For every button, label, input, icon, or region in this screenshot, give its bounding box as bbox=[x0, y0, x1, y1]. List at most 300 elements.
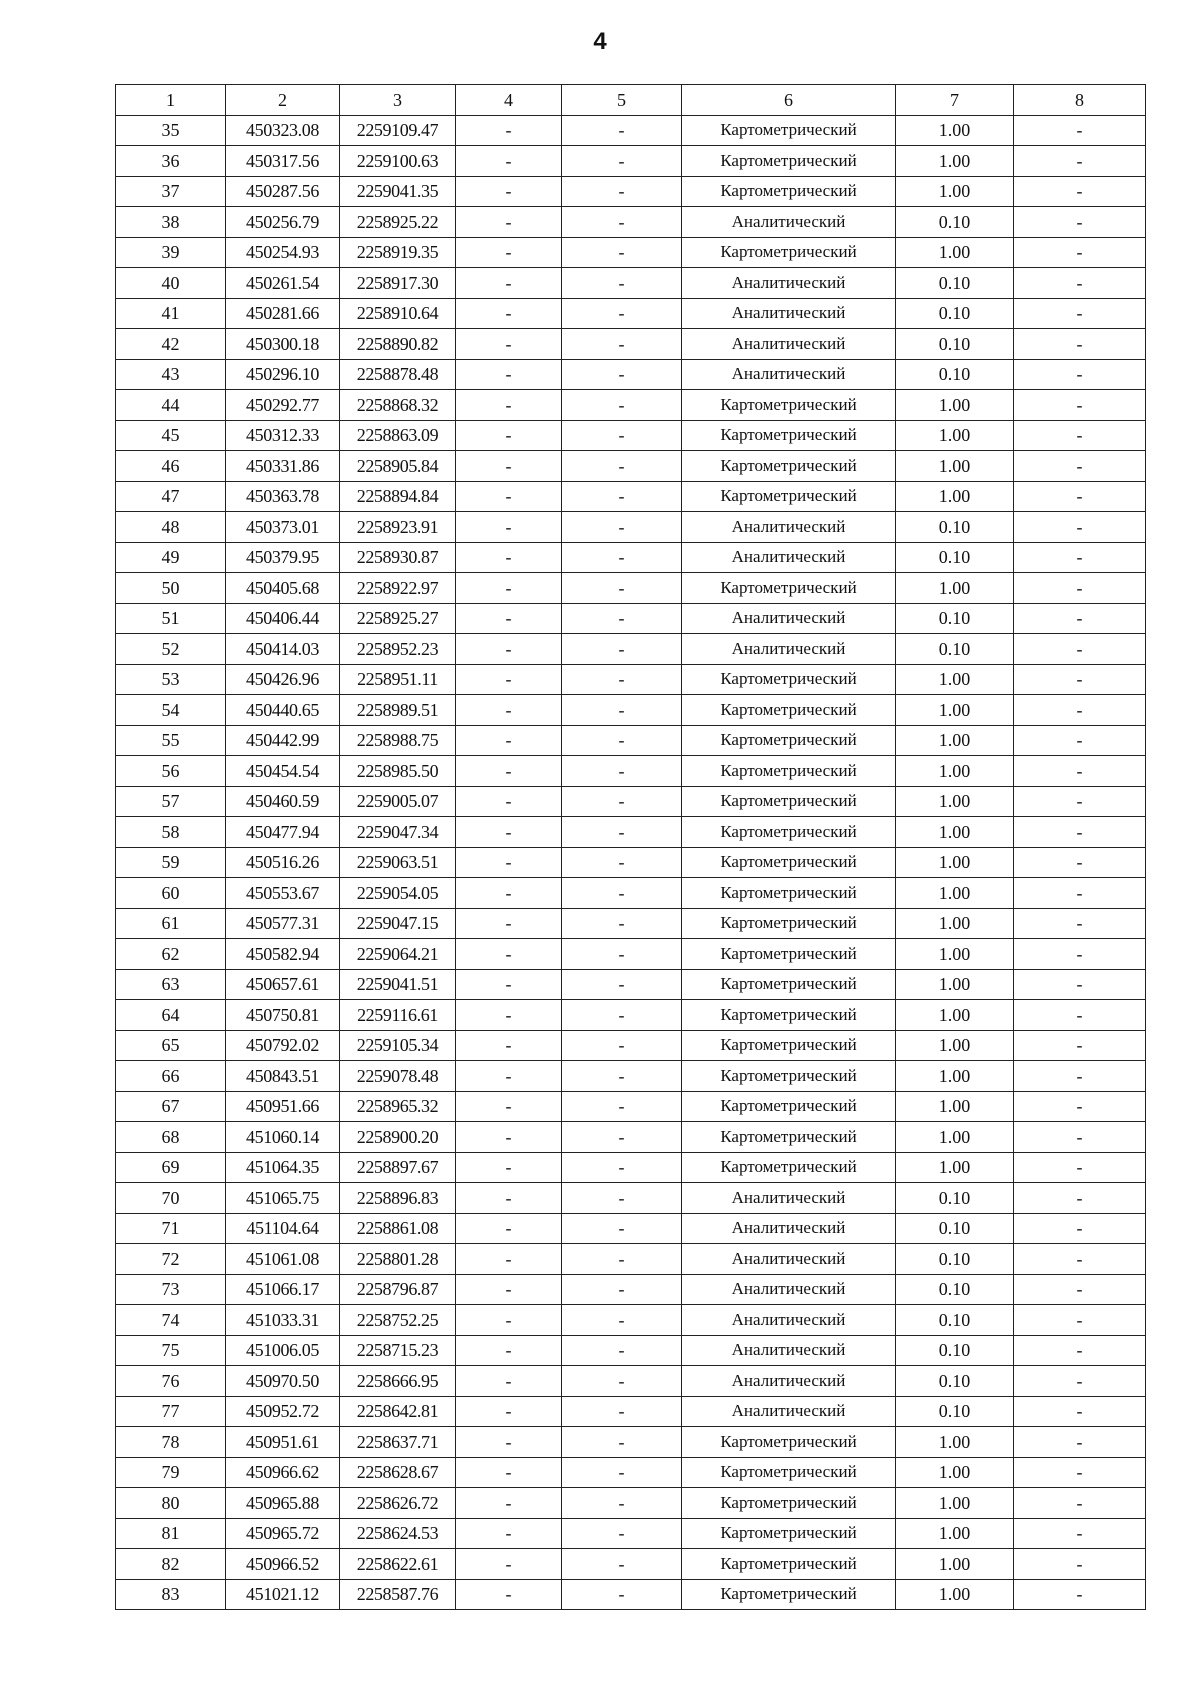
table-row bbox=[116, 1518, 1146, 1549]
point-number-cell: 68 bbox=[116, 1122, 226, 1153]
col8-cell: - bbox=[1014, 1244, 1146, 1275]
method-cell: Картометрический bbox=[682, 1000, 896, 1031]
col5-cell: - bbox=[562, 115, 682, 146]
col4-cell: - bbox=[456, 725, 562, 756]
y-coordinate-cell: 2258910.64 bbox=[340, 298, 456, 329]
y-coordinate-cell: 2259078.48 bbox=[340, 1061, 456, 1092]
method-cell: Картометрический bbox=[682, 664, 896, 695]
x-coordinate-cell: 450966.62 bbox=[226, 1457, 340, 1488]
col4-cell: - bbox=[456, 1183, 562, 1214]
accuracy-cell: 1.00 bbox=[896, 420, 1014, 451]
col5-cell: - bbox=[562, 939, 682, 970]
col8-cell: - bbox=[1014, 512, 1146, 543]
x-coordinate-cell: 450256.79 bbox=[226, 207, 340, 238]
col4-cell: - bbox=[456, 1152, 562, 1183]
col4-cell: - bbox=[456, 786, 562, 817]
y-coordinate-cell: 2258951.11 bbox=[340, 664, 456, 695]
x-coordinate-cell: 451104.64 bbox=[226, 1213, 340, 1244]
col4-cell: - bbox=[456, 1518, 562, 1549]
method-cell: Картометрический bbox=[682, 1579, 896, 1610]
y-coordinate-cell: 2258637.71 bbox=[340, 1427, 456, 1458]
col8-cell: - bbox=[1014, 1183, 1146, 1214]
col4-cell: - bbox=[456, 451, 562, 482]
col5-cell: - bbox=[562, 390, 682, 421]
col4-cell: - bbox=[456, 1457, 562, 1488]
point-number-cell: 75 bbox=[116, 1335, 226, 1366]
method-cell: Картометрический bbox=[682, 969, 896, 1000]
point-number-cell: 61 bbox=[116, 908, 226, 939]
col5-cell: - bbox=[562, 298, 682, 329]
accuracy-cell: 0.10 bbox=[896, 1366, 1014, 1397]
col5-cell: - bbox=[562, 817, 682, 848]
y-coordinate-cell: 2259041.35 bbox=[340, 176, 456, 207]
col5-cell: - bbox=[562, 664, 682, 695]
column-header: 1 bbox=[116, 85, 226, 116]
y-coordinate-cell: 2258896.83 bbox=[340, 1183, 456, 1214]
x-coordinate-cell: 450965.88 bbox=[226, 1488, 340, 1519]
y-coordinate-cell: 2258642.81 bbox=[340, 1396, 456, 1427]
coordinates-table bbox=[115, 84, 1146, 1610]
table-row bbox=[116, 664, 1146, 695]
col8-cell: - bbox=[1014, 908, 1146, 939]
table-row bbox=[116, 1000, 1146, 1031]
point-number-cell: 37 bbox=[116, 176, 226, 207]
y-coordinate-cell: 2258801.28 bbox=[340, 1244, 456, 1275]
method-cell: Картометрический bbox=[682, 420, 896, 451]
accuracy-cell: 1.00 bbox=[896, 1000, 1014, 1031]
col4-cell: - bbox=[456, 847, 562, 878]
y-coordinate-cell: 2258985.50 bbox=[340, 756, 456, 787]
table-row bbox=[116, 115, 1146, 146]
col4-cell: - bbox=[456, 1305, 562, 1336]
x-coordinate-cell: 450292.77 bbox=[226, 390, 340, 421]
x-coordinate-cell: 450414.03 bbox=[226, 634, 340, 665]
y-coordinate-cell: 2258666.95 bbox=[340, 1366, 456, 1397]
point-number-cell: 55 bbox=[116, 725, 226, 756]
x-coordinate-cell: 450300.18 bbox=[226, 329, 340, 360]
method-cell: Аналитический bbox=[682, 603, 896, 634]
accuracy-cell: 0.10 bbox=[896, 1213, 1014, 1244]
col4-cell: - bbox=[456, 908, 562, 939]
col4-cell: - bbox=[456, 481, 562, 512]
point-number-cell: 77 bbox=[116, 1396, 226, 1427]
col4-cell: - bbox=[456, 115, 562, 146]
x-coordinate-cell: 451006.05 bbox=[226, 1335, 340, 1366]
col4-cell: - bbox=[456, 1030, 562, 1061]
method-cell: Аналитический bbox=[682, 359, 896, 390]
col8-cell: - bbox=[1014, 603, 1146, 634]
col5-cell: - bbox=[562, 573, 682, 604]
col5-cell: - bbox=[562, 451, 682, 482]
y-coordinate-cell: 2258923.91 bbox=[340, 512, 456, 543]
point-number-cell: 39 bbox=[116, 237, 226, 268]
accuracy-cell: 0.10 bbox=[896, 603, 1014, 634]
col4-cell: - bbox=[456, 817, 562, 848]
y-coordinate-cell: 2258624.53 bbox=[340, 1518, 456, 1549]
y-coordinate-cell: 2258897.67 bbox=[340, 1152, 456, 1183]
col8-cell: - bbox=[1014, 481, 1146, 512]
col4-cell: - bbox=[456, 268, 562, 299]
method-cell: Картометрический bbox=[682, 1091, 896, 1122]
col5-cell: - bbox=[562, 481, 682, 512]
table-row bbox=[116, 1579, 1146, 1610]
method-cell: Аналитический bbox=[682, 329, 896, 360]
method-cell: Картометрический bbox=[682, 1549, 896, 1580]
method-cell: Аналитический bbox=[682, 1274, 896, 1305]
table-row bbox=[116, 817, 1146, 848]
x-coordinate-cell: 450952.72 bbox=[226, 1396, 340, 1427]
x-coordinate-cell: 450750.81 bbox=[226, 1000, 340, 1031]
accuracy-cell: 1.00 bbox=[896, 1061, 1014, 1092]
y-coordinate-cell: 2258988.75 bbox=[340, 725, 456, 756]
col5-cell: - bbox=[562, 1213, 682, 1244]
point-number-cell: 41 bbox=[116, 298, 226, 329]
col8-cell: - bbox=[1014, 207, 1146, 238]
accuracy-cell: 0.10 bbox=[896, 329, 1014, 360]
accuracy-cell: 1.00 bbox=[896, 1091, 1014, 1122]
col5-cell: - bbox=[562, 1335, 682, 1366]
x-coordinate-cell: 451064.35 bbox=[226, 1152, 340, 1183]
accuracy-cell: 0.10 bbox=[896, 359, 1014, 390]
col8-cell: - bbox=[1014, 878, 1146, 909]
x-coordinate-cell: 450657.61 bbox=[226, 969, 340, 1000]
x-coordinate-cell: 450951.66 bbox=[226, 1091, 340, 1122]
table-row bbox=[116, 908, 1146, 939]
table-row bbox=[116, 237, 1146, 268]
point-number-cell: 58 bbox=[116, 817, 226, 848]
method-cell: Картометрический bbox=[682, 939, 896, 970]
table-row bbox=[116, 1152, 1146, 1183]
col4-cell: - bbox=[456, 420, 562, 451]
accuracy-cell: 1.00 bbox=[896, 1457, 1014, 1488]
method-cell: Картометрический bbox=[682, 1152, 896, 1183]
accuracy-cell: 0.10 bbox=[896, 268, 1014, 299]
table-row bbox=[116, 725, 1146, 756]
method-cell: Картометрический bbox=[682, 390, 896, 421]
point-number-cell: 81 bbox=[116, 1518, 226, 1549]
point-number-cell: 54 bbox=[116, 695, 226, 726]
accuracy-cell: 1.00 bbox=[896, 1427, 1014, 1458]
x-coordinate-cell: 450373.01 bbox=[226, 512, 340, 543]
y-coordinate-cell: 2259063.51 bbox=[340, 847, 456, 878]
col5-cell: - bbox=[562, 1396, 682, 1427]
col8-cell: - bbox=[1014, 847, 1146, 878]
point-number-cell: 47 bbox=[116, 481, 226, 512]
accuracy-cell: 1.00 bbox=[896, 1122, 1014, 1153]
method-cell: Картометрический bbox=[682, 695, 896, 726]
point-number-cell: 42 bbox=[116, 329, 226, 360]
x-coordinate-cell: 450792.02 bbox=[226, 1030, 340, 1061]
col8-cell: - bbox=[1014, 390, 1146, 421]
method-cell: Картометрический bbox=[682, 817, 896, 848]
x-coordinate-cell: 450406.44 bbox=[226, 603, 340, 634]
point-number-cell: 82 bbox=[116, 1549, 226, 1580]
table-row bbox=[116, 1030, 1146, 1061]
method-cell: Картометрический bbox=[682, 1457, 896, 1488]
y-coordinate-cell: 2259005.07 bbox=[340, 786, 456, 817]
col8-cell: - bbox=[1014, 725, 1146, 756]
column-header: 3 bbox=[340, 85, 456, 116]
col4-cell: - bbox=[456, 634, 562, 665]
col8-cell: - bbox=[1014, 1061, 1146, 1092]
col8-cell: - bbox=[1014, 1030, 1146, 1061]
column-header: 4 bbox=[456, 85, 562, 116]
col8-cell: - bbox=[1014, 1457, 1146, 1488]
table-row bbox=[116, 1244, 1146, 1275]
column-header: 2 bbox=[226, 85, 340, 116]
y-coordinate-cell: 2259064.21 bbox=[340, 939, 456, 970]
table-row bbox=[116, 268, 1146, 299]
col8-cell: - bbox=[1014, 420, 1146, 451]
col5-cell: - bbox=[562, 786, 682, 817]
accuracy-cell: 1.00 bbox=[896, 115, 1014, 146]
col5-cell: - bbox=[562, 1366, 682, 1397]
column-header: 5 bbox=[562, 85, 682, 116]
col4-cell: - bbox=[456, 695, 562, 726]
y-coordinate-cell: 2258715.23 bbox=[340, 1335, 456, 1366]
col4-cell: - bbox=[456, 1213, 562, 1244]
y-coordinate-cell: 2258930.87 bbox=[340, 542, 456, 573]
x-coordinate-cell: 450312.33 bbox=[226, 420, 340, 451]
col4-cell: - bbox=[456, 1488, 562, 1519]
table-row bbox=[116, 939, 1146, 970]
x-coordinate-cell: 450966.52 bbox=[226, 1549, 340, 1580]
col5-cell: - bbox=[562, 1274, 682, 1305]
page-number: 4 bbox=[593, 28, 607, 55]
method-cell: Аналитический bbox=[682, 1183, 896, 1214]
col4-cell: - bbox=[456, 878, 562, 909]
col4-cell: - bbox=[456, 298, 562, 329]
point-number-cell: 44 bbox=[116, 390, 226, 421]
x-coordinate-cell: 451021.12 bbox=[226, 1579, 340, 1610]
accuracy-cell: 1.00 bbox=[896, 1152, 1014, 1183]
point-number-cell: 78 bbox=[116, 1427, 226, 1458]
y-coordinate-cell: 2258863.09 bbox=[340, 420, 456, 451]
y-coordinate-cell: 2258878.48 bbox=[340, 359, 456, 390]
accuracy-cell: 0.10 bbox=[896, 1244, 1014, 1275]
col5-cell: - bbox=[562, 146, 682, 177]
col8-cell: - bbox=[1014, 1518, 1146, 1549]
point-number-cell: 63 bbox=[116, 969, 226, 1000]
y-coordinate-cell: 2258905.84 bbox=[340, 451, 456, 482]
x-coordinate-cell: 450516.26 bbox=[226, 847, 340, 878]
table-row bbox=[116, 298, 1146, 329]
x-coordinate-cell: 450454.54 bbox=[226, 756, 340, 787]
col4-cell: - bbox=[456, 664, 562, 695]
accuracy-cell: 1.00 bbox=[896, 237, 1014, 268]
col8-cell: - bbox=[1014, 1213, 1146, 1244]
point-number-cell: 83 bbox=[116, 1579, 226, 1610]
accuracy-cell: 1.00 bbox=[896, 878, 1014, 909]
x-coordinate-cell: 450970.50 bbox=[226, 1366, 340, 1397]
col5-cell: - bbox=[562, 207, 682, 238]
accuracy-cell: 1.00 bbox=[896, 1518, 1014, 1549]
x-coordinate-cell: 450951.61 bbox=[226, 1427, 340, 1458]
col5-cell: - bbox=[562, 1061, 682, 1092]
col8-cell: - bbox=[1014, 1122, 1146, 1153]
table-row bbox=[116, 1396, 1146, 1427]
table-row bbox=[116, 359, 1146, 390]
y-coordinate-cell: 2258919.35 bbox=[340, 237, 456, 268]
point-number-cell: 70 bbox=[116, 1183, 226, 1214]
point-number-cell: 35 bbox=[116, 115, 226, 146]
table-row bbox=[116, 390, 1146, 421]
point-number-cell: 40 bbox=[116, 268, 226, 299]
col5-cell: - bbox=[562, 1579, 682, 1610]
col4-cell: - bbox=[456, 969, 562, 1000]
x-coordinate-cell: 450296.10 bbox=[226, 359, 340, 390]
method-cell: Картометрический bbox=[682, 725, 896, 756]
accuracy-cell: 1.00 bbox=[896, 847, 1014, 878]
point-number-cell: 80 bbox=[116, 1488, 226, 1519]
point-number-cell: 53 bbox=[116, 664, 226, 695]
accuracy-cell: 1.00 bbox=[896, 481, 1014, 512]
col8-cell: - bbox=[1014, 634, 1146, 665]
col8-cell: - bbox=[1014, 1091, 1146, 1122]
col8-cell: - bbox=[1014, 664, 1146, 695]
point-number-cell: 76 bbox=[116, 1366, 226, 1397]
col5-cell: - bbox=[562, 969, 682, 1000]
point-number-cell: 46 bbox=[116, 451, 226, 482]
col5-cell: - bbox=[562, 634, 682, 665]
table-row bbox=[116, 969, 1146, 1000]
table-row bbox=[116, 1122, 1146, 1153]
method-cell: Аналитический bbox=[682, 1366, 896, 1397]
col5-cell: - bbox=[562, 420, 682, 451]
accuracy-cell: 1.00 bbox=[896, 573, 1014, 604]
y-coordinate-cell: 2258796.87 bbox=[340, 1274, 456, 1305]
accuracy-cell: 0.10 bbox=[896, 1335, 1014, 1366]
point-number-cell: 45 bbox=[116, 420, 226, 451]
col5-cell: - bbox=[562, 1488, 682, 1519]
table-row bbox=[116, 1427, 1146, 1458]
col4-cell: - bbox=[456, 1366, 562, 1397]
col8-cell: - bbox=[1014, 1366, 1146, 1397]
method-cell: Аналитический bbox=[682, 1305, 896, 1336]
accuracy-cell: 1.00 bbox=[896, 969, 1014, 1000]
y-coordinate-cell: 2259100.63 bbox=[340, 146, 456, 177]
col5-cell: - bbox=[562, 1457, 682, 1488]
col4-cell: - bbox=[456, 390, 562, 421]
method-cell: Картометрический bbox=[682, 237, 896, 268]
method-cell: Картометрический bbox=[682, 1030, 896, 1061]
col4-cell: - bbox=[456, 1091, 562, 1122]
accuracy-cell: 0.10 bbox=[896, 1183, 1014, 1214]
method-cell: Картометрический bbox=[682, 847, 896, 878]
col5-cell: - bbox=[562, 542, 682, 573]
table-row bbox=[116, 1549, 1146, 1580]
col5-cell: - bbox=[562, 695, 682, 726]
method-cell: Картометрический bbox=[682, 573, 896, 604]
table-row bbox=[116, 1488, 1146, 1519]
col4-cell: - bbox=[456, 1122, 562, 1153]
y-coordinate-cell: 2258900.20 bbox=[340, 1122, 456, 1153]
method-cell: Аналитический bbox=[682, 1335, 896, 1366]
method-cell: Картометрический bbox=[682, 786, 896, 817]
method-cell: Аналитический bbox=[682, 542, 896, 573]
y-coordinate-cell: 2258587.76 bbox=[340, 1579, 456, 1610]
col8-cell: - bbox=[1014, 969, 1146, 1000]
col8-cell: - bbox=[1014, 1488, 1146, 1519]
table-row bbox=[116, 512, 1146, 543]
x-coordinate-cell: 450363.78 bbox=[226, 481, 340, 512]
method-cell: Картометрический bbox=[682, 146, 896, 177]
col5-cell: - bbox=[562, 878, 682, 909]
table-row bbox=[116, 451, 1146, 482]
x-coordinate-cell: 450843.51 bbox=[226, 1061, 340, 1092]
point-number-cell: 71 bbox=[116, 1213, 226, 1244]
col8-cell: - bbox=[1014, 573, 1146, 604]
x-coordinate-cell: 451065.75 bbox=[226, 1183, 340, 1214]
table-row bbox=[116, 786, 1146, 817]
table-row bbox=[116, 603, 1146, 634]
method-cell: Аналитический bbox=[682, 268, 896, 299]
point-number-cell: 52 bbox=[116, 634, 226, 665]
col8-cell: - bbox=[1014, 237, 1146, 268]
accuracy-cell: 1.00 bbox=[896, 451, 1014, 482]
col8-cell: - bbox=[1014, 329, 1146, 360]
x-coordinate-cell: 451033.31 bbox=[226, 1305, 340, 1336]
point-number-cell: 69 bbox=[116, 1152, 226, 1183]
column-header: 6 bbox=[682, 85, 896, 116]
method-cell: Картометрический bbox=[682, 756, 896, 787]
col5-cell: - bbox=[562, 176, 682, 207]
col5-cell: - bbox=[562, 725, 682, 756]
accuracy-cell: 1.00 bbox=[896, 390, 1014, 421]
x-coordinate-cell: 451061.08 bbox=[226, 1244, 340, 1275]
col4-cell: - bbox=[456, 176, 562, 207]
y-coordinate-cell: 2258925.22 bbox=[340, 207, 456, 238]
column-header: 7 bbox=[896, 85, 1014, 116]
accuracy-cell: 1.00 bbox=[896, 786, 1014, 817]
point-number-cell: 48 bbox=[116, 512, 226, 543]
col5-cell: - bbox=[562, 268, 682, 299]
column-header: 8 bbox=[1014, 85, 1146, 116]
col4-cell: - bbox=[456, 542, 562, 573]
x-coordinate-cell: 451060.14 bbox=[226, 1122, 340, 1153]
col4-cell: - bbox=[456, 1427, 562, 1458]
col8-cell: - bbox=[1014, 298, 1146, 329]
col4-cell: - bbox=[456, 329, 562, 360]
col8-cell: - bbox=[1014, 359, 1146, 390]
point-number-cell: 38 bbox=[116, 207, 226, 238]
accuracy-cell: 1.00 bbox=[896, 695, 1014, 726]
point-number-cell: 74 bbox=[116, 1305, 226, 1336]
col4-cell: - bbox=[456, 1549, 562, 1580]
accuracy-cell: 1.00 bbox=[896, 817, 1014, 848]
y-coordinate-cell: 2259105.34 bbox=[340, 1030, 456, 1061]
y-coordinate-cell: 2258922.97 bbox=[340, 573, 456, 604]
point-number-cell: 51 bbox=[116, 603, 226, 634]
point-number-cell: 72 bbox=[116, 1244, 226, 1275]
col4-cell: - bbox=[456, 1335, 562, 1366]
col8-cell: - bbox=[1014, 176, 1146, 207]
col8-cell: - bbox=[1014, 451, 1146, 482]
y-coordinate-cell: 2259041.51 bbox=[340, 969, 456, 1000]
method-cell: Картометрический bbox=[682, 1518, 896, 1549]
col4-cell: - bbox=[456, 603, 562, 634]
table-row bbox=[116, 1183, 1146, 1214]
col5-cell: - bbox=[562, 1000, 682, 1031]
x-coordinate-cell: 450477.94 bbox=[226, 817, 340, 848]
col8-cell: - bbox=[1014, 1000, 1146, 1031]
method-cell: Картометрический bbox=[682, 1427, 896, 1458]
y-coordinate-cell: 2258861.08 bbox=[340, 1213, 456, 1244]
col4-cell: - bbox=[456, 1274, 562, 1305]
y-coordinate-cell: 2258989.51 bbox=[340, 695, 456, 726]
method-cell: Аналитический bbox=[682, 512, 896, 543]
method-cell: Картометрический bbox=[682, 908, 896, 939]
